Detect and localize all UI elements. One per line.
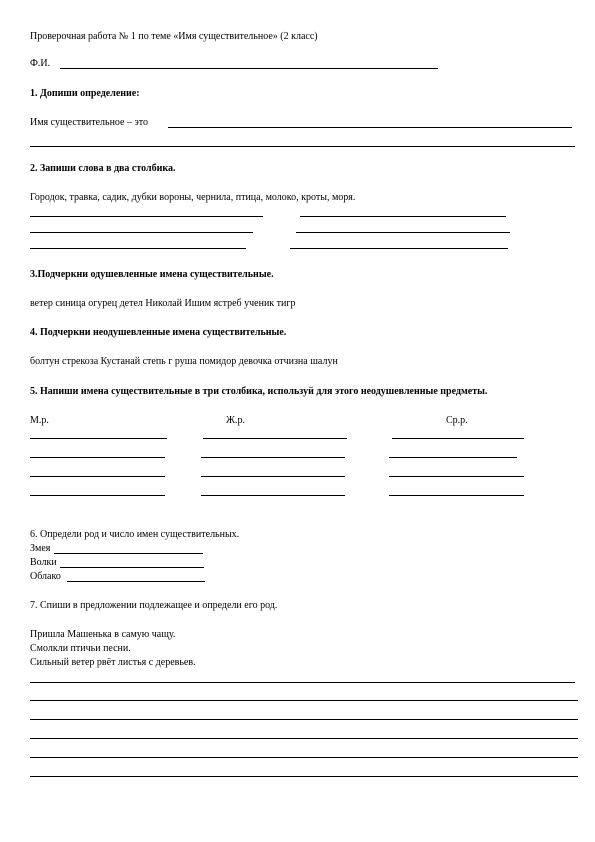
task5-answer-line <box>30 476 165 477</box>
task5-heading: 5. Напиши имена существительные в три столбика, используй для этого неодушевленные предметы. <box>30 386 488 397</box>
task7-sentence: Смолкли птичьи песни. <box>30 643 131 654</box>
task2-answer-line <box>30 216 263 217</box>
column-label-masculine: М.р. <box>30 415 49 426</box>
task3-heading: 3.Подчеркни одушевленные имена существительные. <box>30 269 274 280</box>
task6-answer-line <box>67 581 205 582</box>
task5-answer-line <box>389 476 524 477</box>
task2-answer-line <box>290 248 508 249</box>
task7-answer-line <box>30 776 578 777</box>
task1-heading: 1. Допиши определение: <box>30 88 140 99</box>
task1-prompt: Имя существительное – это <box>30 117 149 128</box>
fio-label: Ф.И. <box>30 58 51 69</box>
task4-heading: 4. Подчеркни неодушевленные имена существительные. <box>30 327 287 338</box>
task6-item-label: Волки <box>30 557 57 568</box>
task2-answer-line <box>296 232 510 233</box>
task4-words: болтун стрекоза Кустанай степь г руша помидор девочка отчизна шалун <box>30 356 338 367</box>
task5-answer-line <box>30 438 167 439</box>
task5-answer-line <box>201 495 345 496</box>
task6-heading: 6. Определи род и число имен существительных. <box>30 529 240 540</box>
task1-answer-line <box>168 127 572 128</box>
task7-answer-line <box>30 700 578 701</box>
task7-answer-line <box>30 738 578 739</box>
task7-heading: 7. Спиши в предложении подлежащее и определи его род. <box>30 600 278 611</box>
task6-item-label: Облако <box>30 571 61 582</box>
task2-answer-line <box>30 232 253 233</box>
task1-answer-line <box>30 146 575 147</box>
task6-answer-line <box>60 567 204 568</box>
task2-answer-line <box>30 248 246 249</box>
task7-answer-line <box>30 757 578 758</box>
task5-answer-line <box>30 495 165 496</box>
task5-answer-line <box>389 457 517 458</box>
task5-answer-line <box>389 495 524 496</box>
task7-sentence: Пришла Машенька в самую чащу. <box>30 629 176 640</box>
column-label-neuter: Ср.р. <box>446 415 468 426</box>
task7-answer-line <box>30 682 575 683</box>
worksheet-title: Проверочная работа № 1 по теме «Имя существительное» (2 класс) <box>30 31 318 42</box>
task6-item-label: Змея <box>30 543 51 554</box>
column-label-feminine: Ж.р. <box>226 415 245 426</box>
task2-answer-line <box>300 216 506 217</box>
task5-answer-line <box>30 457 165 458</box>
fio-answer-line <box>60 68 438 69</box>
task2-heading: 2. Запиши слова в два столбика. <box>30 163 176 174</box>
task6-answer-line <box>54 553 203 554</box>
task5-answer-line <box>392 438 524 439</box>
task7-sentence: Сильный ветер рвёт листья с деревьев. <box>30 657 196 668</box>
task5-answer-line <box>201 476 345 477</box>
task2-words: Городок, травка, садик, дубки вороны, чернила, птица, молоко, кроты, моря. <box>30 192 356 203</box>
task3-words: ветер синица огурец детел Николай Ишим ястреб ученик тигр <box>30 298 296 309</box>
task5-answer-line <box>203 438 347 439</box>
task5-answer-line <box>201 457 345 458</box>
task7-answer-line <box>30 719 578 720</box>
